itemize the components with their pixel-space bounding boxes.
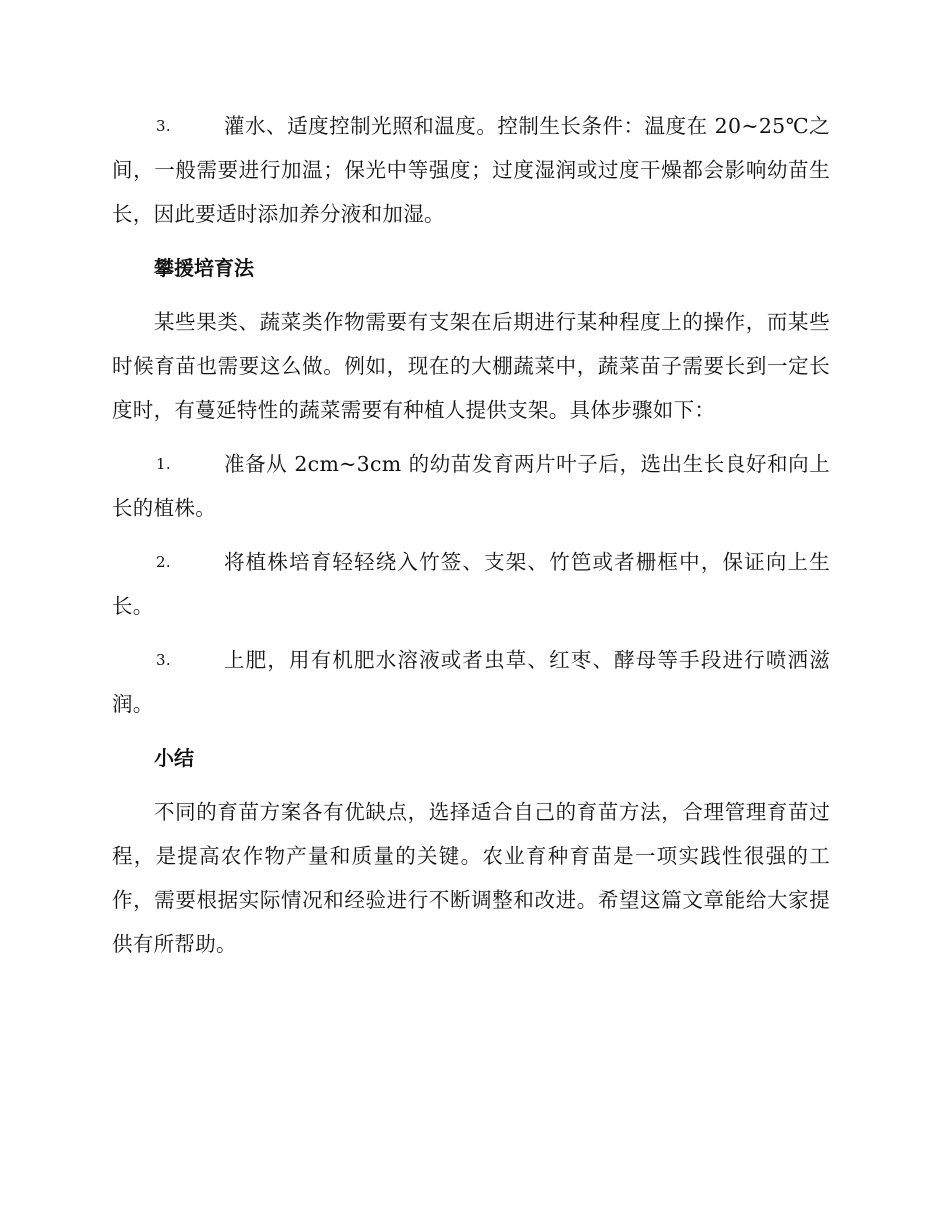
list-item-text: 将植株培育轻轻绕入竹签、支架、竹笆或者栅框中，保证向上生长。 (112, 550, 830, 618)
list-item (112, 638, 830, 726)
list-item (112, 104, 830, 236)
list-item-text: 准备从 2cm~3cm 的幼苗发育两片叶子后，选出生长良好和向上长的植株。 (112, 452, 830, 520)
paragraph: 不同的育苗方案各有优缺点，选择适合自己的育苗方法，合理管理育苗过程，是提高农作物产量和质量的关键。农业育种育苗是一项实践性很强的工作，需要根据实际情况和经验进行不断调整和改进。希望这篇文章能给大家提供有所帮助。 (112, 800, 830, 956)
list-number: 1. (156, 455, 171, 473)
section-heading: 小结 (154, 746, 194, 770)
document-page (112, 104, 830, 976)
list-number: 3. (156, 651, 171, 669)
list-item (112, 540, 830, 628)
section-heading: 攀援培育法 (154, 256, 254, 280)
list-number: 3. (156, 117, 171, 135)
list-item-text: 上肥，用有机肥水溶液或者虫草、红枣、酵母等手段进行喷洒滋润。 (112, 648, 830, 716)
list-item-text: 灌水、适度控制光照和温度。控制生长条件：温度在 20~25℃之间，一般需要进行加温；保光中等强度；过度湿润或过度干燥都会影响幼苗生长，因此要适时添加养分液和加湿。 (112, 114, 830, 226)
list-item (112, 442, 830, 530)
paragraph: 某些果类、蔬菜类作物需要有支架在后期进行某种程度上的操作，而某些时候育苗也需要这么做。例如，现在的大棚蔬菜中，蔬菜苗子需要长到一定长度时，有蔓延特性的蔬菜需要有种植人提供支架。具体步骤如下： (112, 310, 830, 422)
list-number: 2. (156, 553, 171, 571)
